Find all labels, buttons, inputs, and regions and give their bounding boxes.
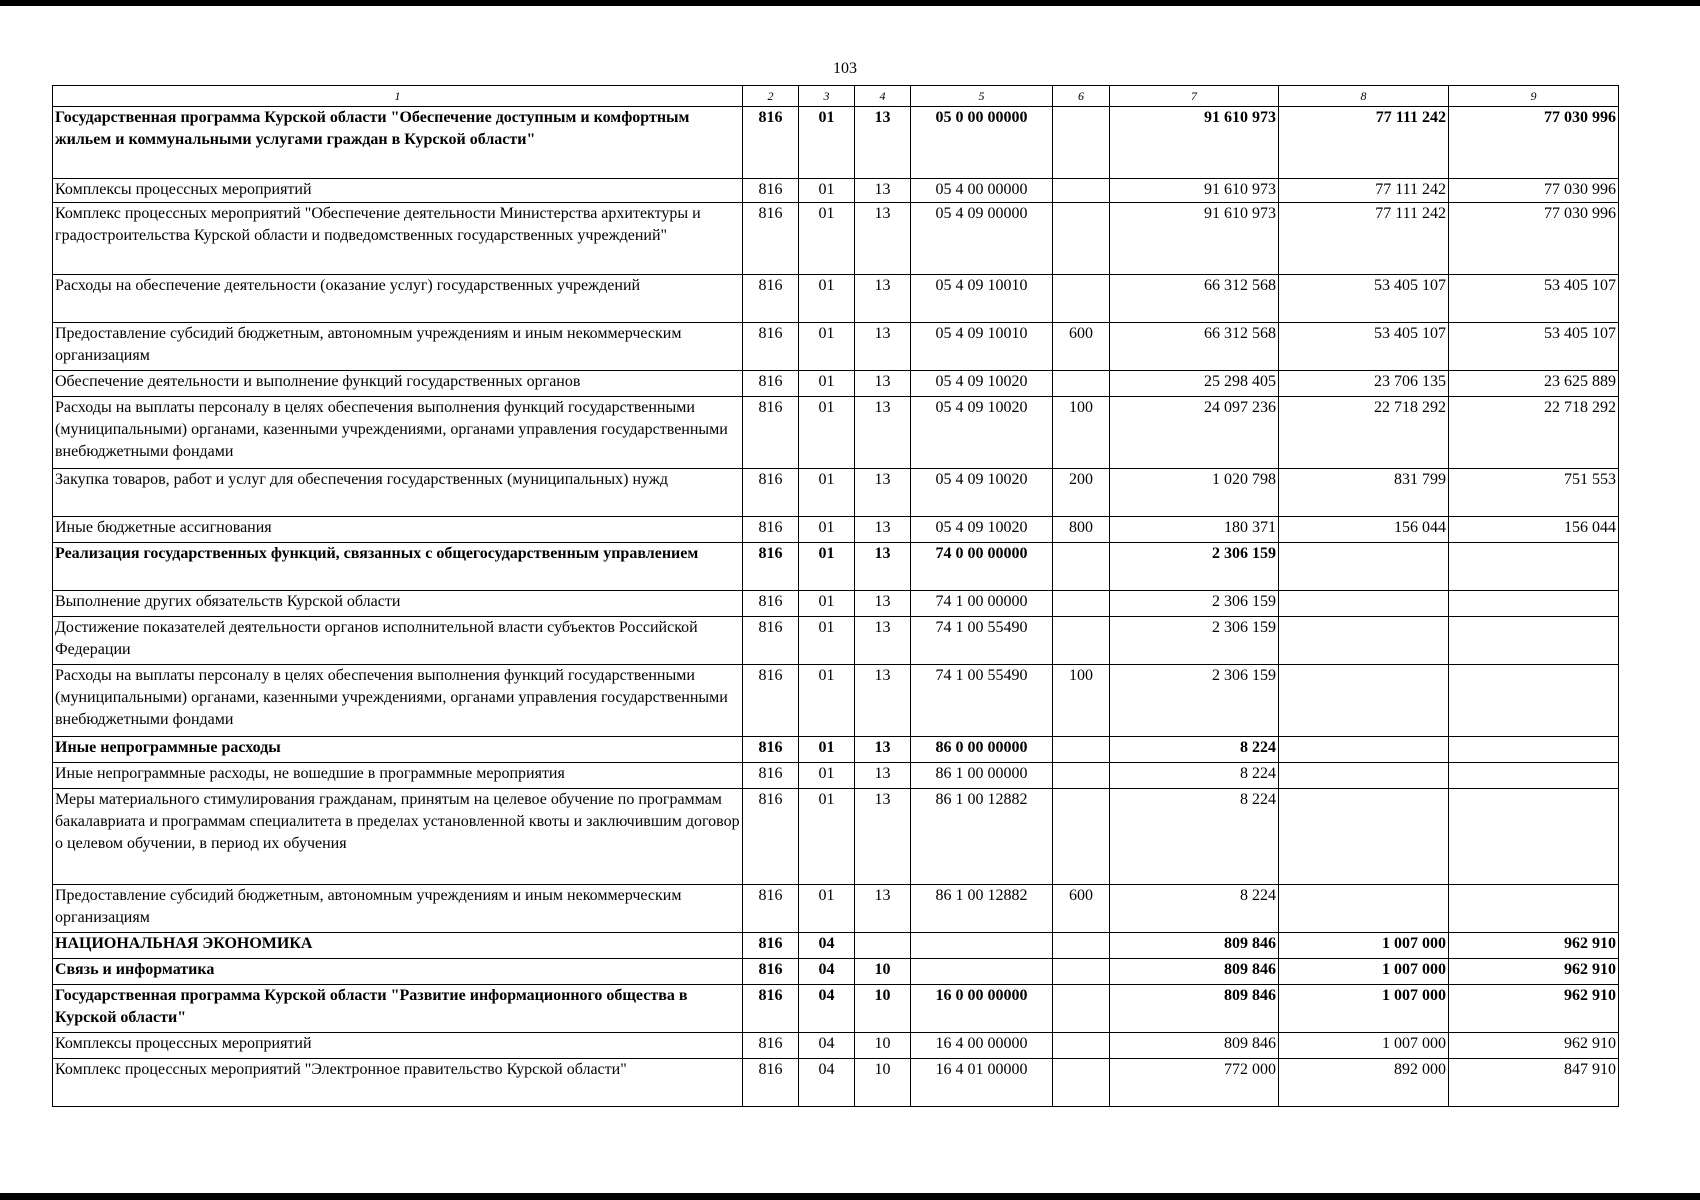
subsection-code-cell: 10 bbox=[855, 1059, 911, 1107]
amount-year2-cell bbox=[1279, 763, 1449, 789]
ministry-code-cell: 816 bbox=[743, 737, 799, 763]
amount-year2-cell: 22 718 292 bbox=[1279, 397, 1449, 469]
amount-year1-cell: 25 298 405 bbox=[1110, 371, 1279, 397]
table-row bbox=[53, 591, 1619, 617]
target-article-cell: 05 4 09 10020 bbox=[911, 397, 1053, 469]
section-code-cell: 01 bbox=[799, 371, 855, 397]
item-name-cell: Обеспечение деятельности и выполнение функций государственных органов bbox=[53, 371, 743, 397]
table-row bbox=[53, 397, 1619, 469]
target-article-cell: 05 4 09 10010 bbox=[911, 275, 1053, 323]
scan-top-edge bbox=[0, 0, 1700, 6]
subsection-code-cell: 13 bbox=[855, 617, 911, 665]
subsection-code-cell: 10 bbox=[855, 959, 911, 985]
amount-year3-cell bbox=[1449, 763, 1619, 789]
section-code-cell: 01 bbox=[799, 179, 855, 203]
column-number: 2 bbox=[743, 86, 799, 107]
amount-year3-cell: 847 910 bbox=[1449, 1059, 1619, 1107]
expense-type-cell bbox=[1053, 1059, 1110, 1107]
ministry-code-cell: 816 bbox=[743, 789, 799, 885]
target-article-cell: 16 4 01 00000 bbox=[911, 1059, 1053, 1107]
subsection-code-cell: 13 bbox=[855, 203, 911, 275]
expense-type-cell bbox=[1053, 371, 1110, 397]
item-name-cell: Реализация государственных функций, связанных с общегосударственным управлением bbox=[53, 543, 743, 591]
section-code-cell: 04 bbox=[799, 959, 855, 985]
subsection-code-cell: 10 bbox=[855, 985, 911, 1033]
table-row bbox=[53, 1033, 1619, 1059]
table-row bbox=[53, 1059, 1619, 1107]
amount-year1-cell: 772 000 bbox=[1110, 1059, 1279, 1107]
section-code-cell: 01 bbox=[799, 789, 855, 885]
subsection-code-cell: 13 bbox=[855, 763, 911, 789]
item-name-cell: Закупка товаров, работ и услуг для обеспечения государственных (муниципальных) нужд bbox=[53, 469, 743, 517]
amount-year1-cell: 66 312 568 bbox=[1110, 323, 1279, 371]
section-code-cell: 01 bbox=[799, 323, 855, 371]
amount-year1-cell: 8 224 bbox=[1110, 885, 1279, 933]
ministry-code-cell: 816 bbox=[743, 323, 799, 371]
target-article-cell: 86 1 00 00000 bbox=[911, 763, 1053, 789]
item-name-cell: Выполнение других обязательств Курской области bbox=[53, 591, 743, 617]
section-code-cell: 01 bbox=[799, 737, 855, 763]
item-name-cell: Расходы на обеспечение деятельности (оказание услуг) государственных учреждений bbox=[53, 275, 743, 323]
table-row bbox=[53, 789, 1619, 885]
ministry-code-cell: 816 bbox=[743, 1059, 799, 1107]
column-number: 5 bbox=[911, 86, 1053, 107]
amount-year1-cell: 2 306 159 bbox=[1110, 665, 1279, 737]
expense-type-cell: 800 bbox=[1053, 517, 1110, 543]
section-code-cell: 01 bbox=[799, 469, 855, 517]
section-code-cell: 04 bbox=[799, 1059, 855, 1107]
column-number-row bbox=[53, 86, 1619, 107]
amount-year2-cell: 156 044 bbox=[1279, 517, 1449, 543]
table-row bbox=[53, 203, 1619, 275]
amount-year2-cell bbox=[1279, 591, 1449, 617]
amount-year2-cell: 831 799 bbox=[1279, 469, 1449, 517]
table-row bbox=[53, 885, 1619, 933]
ministry-code-cell: 816 bbox=[743, 617, 799, 665]
column-number: 4 bbox=[855, 86, 911, 107]
section-code-cell: 04 bbox=[799, 1033, 855, 1059]
amount-year1-cell: 91 610 973 bbox=[1110, 203, 1279, 275]
subsection-code-cell: 13 bbox=[855, 371, 911, 397]
amount-year3-cell: 962 910 bbox=[1449, 985, 1619, 1033]
amount-year3-cell bbox=[1449, 885, 1619, 933]
amount-year1-cell: 24 097 236 bbox=[1110, 397, 1279, 469]
amount-year3-cell: 751 553 bbox=[1449, 469, 1619, 517]
column-number: 7 bbox=[1110, 86, 1279, 107]
amount-year2-cell: 53 405 107 bbox=[1279, 323, 1449, 371]
amount-year3-cell: 53 405 107 bbox=[1449, 323, 1619, 371]
column-number: 9 bbox=[1449, 86, 1619, 107]
table-row bbox=[53, 985, 1619, 1033]
table-row bbox=[53, 763, 1619, 789]
ministry-code-cell: 816 bbox=[743, 469, 799, 517]
table-row bbox=[53, 737, 1619, 763]
amount-year3-cell bbox=[1449, 789, 1619, 885]
table-row bbox=[53, 665, 1619, 737]
amount-year3-cell: 962 910 bbox=[1449, 959, 1619, 985]
amount-year1-cell: 8 224 bbox=[1110, 737, 1279, 763]
item-name-cell: Иные бюджетные ассигнования bbox=[53, 517, 743, 543]
subsection-code-cell: 13 bbox=[855, 179, 911, 203]
item-name-cell: Государственная программа Курской области "Обеспечение доступным и комфортным жильем и коммунальными услугами граждан в Курской области" bbox=[53, 107, 743, 179]
ministry-code-cell: 816 bbox=[743, 959, 799, 985]
table-row bbox=[53, 469, 1619, 517]
target-article-cell: 86 0 00 00000 bbox=[911, 737, 1053, 763]
target-article-cell: 05 4 09 00000 bbox=[911, 203, 1053, 275]
target-article-cell: 05 4 09 10020 bbox=[911, 517, 1053, 543]
amount-year1-cell: 66 312 568 bbox=[1110, 275, 1279, 323]
section-code-cell: 01 bbox=[799, 763, 855, 789]
expense-type-cell: 100 bbox=[1053, 397, 1110, 469]
amount-year3-cell bbox=[1449, 617, 1619, 665]
subsection-code-cell: 13 bbox=[855, 397, 911, 469]
target-article-cell: 74 1 00 00000 bbox=[911, 591, 1053, 617]
expense-type-cell bbox=[1053, 985, 1110, 1033]
subsection-code-cell: 13 bbox=[855, 323, 911, 371]
subsection-code-cell: 13 bbox=[855, 275, 911, 323]
table-row bbox=[53, 959, 1619, 985]
amount-year2-cell: 77 111 242 bbox=[1279, 107, 1449, 179]
amount-year1-cell: 91 610 973 bbox=[1110, 107, 1279, 179]
subsection-code-cell: 13 bbox=[855, 517, 911, 543]
subsection-code-cell bbox=[855, 933, 911, 959]
target-article-cell: 05 4 09 10020 bbox=[911, 371, 1053, 397]
table-row bbox=[53, 617, 1619, 665]
ministry-code-cell: 816 bbox=[743, 517, 799, 543]
column-number: 8 bbox=[1279, 86, 1449, 107]
item-name-cell: НАЦИОНАЛЬНАЯ ЭКОНОМИКА bbox=[53, 933, 743, 959]
subsection-code-cell: 13 bbox=[855, 469, 911, 517]
amount-year2-cell bbox=[1279, 789, 1449, 885]
page-number: 103 bbox=[833, 60, 857, 77]
subsection-code-cell: 13 bbox=[855, 737, 911, 763]
target-article-cell: 16 4 00 00000 bbox=[911, 1033, 1053, 1059]
amount-year2-cell: 1 007 000 bbox=[1279, 959, 1449, 985]
amount-year1-cell: 2 306 159 bbox=[1110, 591, 1279, 617]
amount-year3-cell: 77 030 996 bbox=[1449, 179, 1619, 203]
expense-type-cell bbox=[1053, 203, 1110, 275]
table-row bbox=[53, 933, 1619, 959]
amount-year3-cell: 22 718 292 bbox=[1449, 397, 1619, 469]
amount-year2-cell bbox=[1279, 737, 1449, 763]
ministry-code-cell: 816 bbox=[743, 763, 799, 789]
item-name-cell: Комплексы процессных мероприятий bbox=[53, 1033, 743, 1059]
column-number: 3 bbox=[799, 86, 855, 107]
item-name-cell: Предоставление субсидий бюджетным, автономным учреждениям и иным некоммерческим организациям bbox=[53, 323, 743, 371]
amount-year2-cell: 1 007 000 bbox=[1279, 933, 1449, 959]
amount-year3-cell: 53 405 107 bbox=[1449, 275, 1619, 323]
item-name-cell: Иные непрограммные расходы bbox=[53, 737, 743, 763]
amount-year2-cell bbox=[1279, 885, 1449, 933]
section-code-cell: 01 bbox=[799, 203, 855, 275]
expense-type-cell: 200 bbox=[1053, 469, 1110, 517]
section-code-cell: 04 bbox=[799, 933, 855, 959]
expense-type-cell bbox=[1053, 959, 1110, 985]
subsection-code-cell: 13 bbox=[855, 665, 911, 737]
amount-year2-cell bbox=[1279, 543, 1449, 591]
amount-year2-cell: 23 706 135 bbox=[1279, 371, 1449, 397]
subsection-code-cell: 13 bbox=[855, 543, 911, 591]
table-row bbox=[53, 371, 1619, 397]
amount-year3-cell bbox=[1449, 543, 1619, 591]
expense-type-cell bbox=[1053, 179, 1110, 203]
table-body bbox=[53, 107, 1619, 1107]
subsection-code-cell: 13 bbox=[855, 591, 911, 617]
amount-year2-cell bbox=[1279, 617, 1449, 665]
item-name-cell: Расходы на выплаты персоналу в целях обеспечения выполнения функций государственными (муниципальными) органами, казенными учреждениями, органами управления государственными внебюджетными фондами bbox=[53, 665, 743, 737]
amount-year2-cell: 53 405 107 bbox=[1279, 275, 1449, 323]
section-code-cell: 04 bbox=[799, 985, 855, 1033]
item-name-cell: Связь и информатика bbox=[53, 959, 743, 985]
item-name-cell: Комплекс процессных мероприятий "Обеспечение деятельности Министерства архитектуры и градостроительства Курской области и подведомственных государственных учреждений" bbox=[53, 203, 743, 275]
section-code-cell: 01 bbox=[799, 885, 855, 933]
section-code-cell: 01 bbox=[799, 617, 855, 665]
amount-year1-cell: 2 306 159 bbox=[1110, 617, 1279, 665]
expense-type-cell bbox=[1053, 789, 1110, 885]
target-article-cell: 74 1 00 55490 bbox=[911, 617, 1053, 665]
amount-year3-cell bbox=[1449, 737, 1619, 763]
amount-year1-cell: 809 846 bbox=[1110, 985, 1279, 1033]
subsection-code-cell: 10 bbox=[855, 1033, 911, 1059]
ministry-code-cell: 816 bbox=[743, 543, 799, 591]
amount-year3-cell: 962 910 bbox=[1449, 1033, 1619, 1059]
expense-type-cell bbox=[1053, 275, 1110, 323]
amount-year2-cell: 77 111 242 bbox=[1279, 203, 1449, 275]
amount-year1-cell: 809 846 bbox=[1110, 959, 1279, 985]
column-number: 6 bbox=[1053, 86, 1110, 107]
section-code-cell: 01 bbox=[799, 517, 855, 543]
item-name-cell: Расходы на выплаты персоналу в целях обеспечения выполнения функций государственными (муниципальными) органами, казенными учреждениями, органами управления государственными внебюджетными фондами bbox=[53, 397, 743, 469]
ministry-code-cell: 816 bbox=[743, 591, 799, 617]
ministry-code-cell: 816 bbox=[743, 1033, 799, 1059]
target-article-cell: 74 1 00 55490 bbox=[911, 665, 1053, 737]
amount-year2-cell: 1 007 000 bbox=[1279, 1033, 1449, 1059]
amount-year3-cell: 962 910 bbox=[1449, 933, 1619, 959]
target-article-cell bbox=[911, 933, 1053, 959]
target-article-cell: 74 0 00 00000 bbox=[911, 543, 1053, 591]
expense-type-cell bbox=[1053, 1033, 1110, 1059]
subsection-code-cell: 13 bbox=[855, 885, 911, 933]
column-number: 1 bbox=[53, 86, 743, 107]
table-row bbox=[53, 107, 1619, 179]
expense-type-cell bbox=[1053, 763, 1110, 789]
item-name-cell: Достижение показателей деятельности органов исполнительной власти субъектов Российской Федерации bbox=[53, 617, 743, 665]
ministry-code-cell: 816 bbox=[743, 933, 799, 959]
section-code-cell: 01 bbox=[799, 107, 855, 179]
expense-type-cell bbox=[1053, 107, 1110, 179]
amount-year2-cell: 77 111 242 bbox=[1279, 179, 1449, 203]
section-code-cell: 01 bbox=[799, 397, 855, 469]
item-name-cell: Предоставление субсидий бюджетным, автономным учреждениям и иным некоммерческим организациям bbox=[53, 885, 743, 933]
section-code-cell: 01 bbox=[799, 543, 855, 591]
section-code-cell: 01 bbox=[799, 665, 855, 737]
amount-year1-cell: 809 846 bbox=[1110, 1033, 1279, 1059]
amount-year3-cell bbox=[1449, 591, 1619, 617]
expense-type-cell bbox=[1053, 617, 1110, 665]
amount-year1-cell: 8 224 bbox=[1110, 789, 1279, 885]
target-article-cell: 86 1 00 12882 bbox=[911, 789, 1053, 885]
item-name-cell: Государственная программа Курской области "Развитие информационного общества в Курской области" bbox=[53, 985, 743, 1033]
ministry-code-cell: 816 bbox=[743, 665, 799, 737]
table-row bbox=[53, 323, 1619, 371]
expense-type-cell bbox=[1053, 591, 1110, 617]
ministry-code-cell: 816 bbox=[743, 885, 799, 933]
section-code-cell: 01 bbox=[799, 591, 855, 617]
ministry-code-cell: 816 bbox=[743, 275, 799, 323]
target-article-cell: 05 4 09 10010 bbox=[911, 323, 1053, 371]
table-row bbox=[53, 517, 1619, 543]
target-article-cell bbox=[911, 959, 1053, 985]
budget-table bbox=[52, 85, 1619, 1107]
target-article-cell: 16 0 00 00000 bbox=[911, 985, 1053, 1033]
section-code-cell: 01 bbox=[799, 275, 855, 323]
target-article-cell: 05 0 00 00000 bbox=[911, 107, 1053, 179]
amount-year2-cell: 1 007 000 bbox=[1279, 985, 1449, 1033]
scan-bottom-edge bbox=[0, 1193, 1700, 1200]
target-article-cell: 05 4 09 10020 bbox=[911, 469, 1053, 517]
ministry-code-cell: 816 bbox=[743, 179, 799, 203]
table-row bbox=[53, 275, 1619, 323]
expense-type-cell bbox=[1053, 543, 1110, 591]
ministry-code-cell: 816 bbox=[743, 203, 799, 275]
expense-type-cell: 600 bbox=[1053, 885, 1110, 933]
amount-year3-cell: 77 030 996 bbox=[1449, 107, 1619, 179]
amount-year3-cell: 77 030 996 bbox=[1449, 203, 1619, 275]
table-row bbox=[53, 179, 1619, 203]
ministry-code-cell: 816 bbox=[743, 397, 799, 469]
amount-year1-cell: 809 846 bbox=[1110, 933, 1279, 959]
target-article-cell: 05 4 00 00000 bbox=[911, 179, 1053, 203]
item-name-cell: Комплекс процессных мероприятий "Электронное правительство Курской области" bbox=[53, 1059, 743, 1107]
item-name-cell: Иные непрограммные расходы, не вошедшие в программные мероприятия bbox=[53, 763, 743, 789]
ministry-code-cell: 816 bbox=[743, 371, 799, 397]
amount-year1-cell: 180 371 bbox=[1110, 517, 1279, 543]
target-article-cell: 86 1 00 12882 bbox=[911, 885, 1053, 933]
amount-year1-cell: 91 610 973 bbox=[1110, 179, 1279, 203]
amount-year1-cell: 2 306 159 bbox=[1110, 543, 1279, 591]
item-name-cell: Комплексы процессных мероприятий bbox=[53, 179, 743, 203]
ministry-code-cell: 816 bbox=[743, 985, 799, 1033]
expense-type-cell bbox=[1053, 737, 1110, 763]
amount-year1-cell: 8 224 bbox=[1110, 763, 1279, 789]
amount-year3-cell: 156 044 bbox=[1449, 517, 1619, 543]
expense-type-cell bbox=[1053, 933, 1110, 959]
amount-year2-cell bbox=[1279, 665, 1449, 737]
expense-type-cell: 600 bbox=[1053, 323, 1110, 371]
table-row bbox=[53, 543, 1619, 591]
amount-year3-cell: 23 625 889 bbox=[1449, 371, 1619, 397]
expense-type-cell: 100 bbox=[1053, 665, 1110, 737]
ministry-code-cell: 816 bbox=[743, 107, 799, 179]
subsection-code-cell: 13 bbox=[855, 107, 911, 179]
item-name-cell: Меры материального стимулирования гражданам, принятым на целевое обучение по программам бакалавриата и программам специалитета в пределах установленной квоты и заключившим договор о целевом обучении, в период их обучения bbox=[53, 789, 743, 885]
amount-year3-cell bbox=[1449, 665, 1619, 737]
subsection-code-cell: 13 bbox=[855, 789, 911, 885]
amount-year2-cell: 892 000 bbox=[1279, 1059, 1449, 1107]
amount-year1-cell: 1 020 798 bbox=[1110, 469, 1279, 517]
